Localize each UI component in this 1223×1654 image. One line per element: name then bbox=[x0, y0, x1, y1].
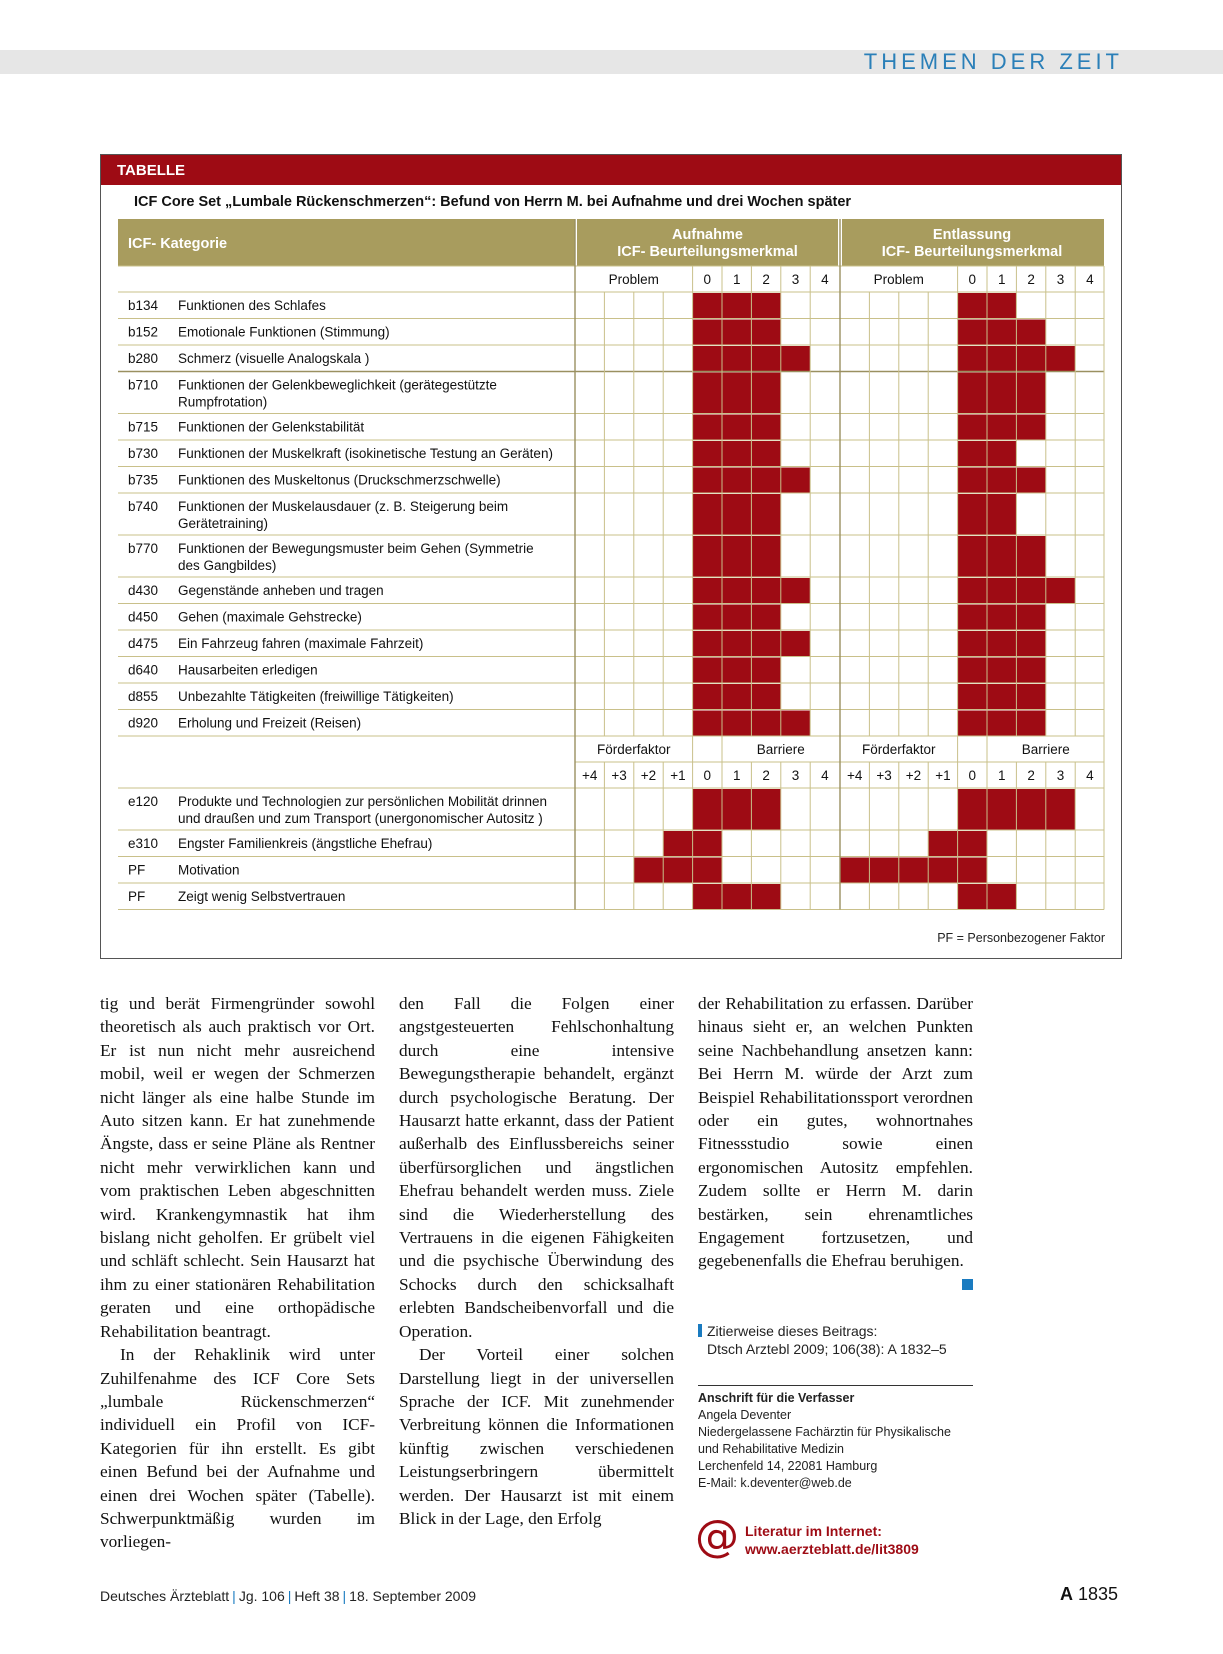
page-number-value: 1835 bbox=[1077, 1584, 1118, 1604]
severity-bar bbox=[958, 320, 1046, 346]
icf-category-label: Rumpfrotation) bbox=[178, 394, 268, 410]
severity-bar bbox=[693, 494, 781, 535]
scale-label: 2 bbox=[762, 272, 770, 287]
icf-code: b152 bbox=[128, 324, 159, 340]
icf-category-label: Funktionen der Bewegungsmuster beim Gehen (Symmetrie bbox=[178, 541, 534, 556]
icf-code: b715 bbox=[128, 419, 159, 435]
address-email[interactable]: E-Mail: k.deventer@web.de bbox=[698, 1476, 852, 1490]
text-column-3 bbox=[698, 992, 973, 1290]
severity-bar bbox=[693, 293, 781, 319]
citation bbox=[698, 1322, 947, 1358]
entlassung-subheader: ICF- Beurteilungsmerkmal bbox=[881, 244, 1063, 260]
icf-category-label: Erholung und Freizeit (Reisen) bbox=[178, 715, 362, 731]
journal-name: Deutsches Ärzteblatt bbox=[100, 1588, 230, 1604]
foerderfaktor-label: Förderfaktor bbox=[597, 742, 671, 757]
paragraph: In der Rehaklinik wird unter Zuhilfenahme des ICF Core Sets „lumbale Rückenschmerzen“ individuell ein Profil von ICF-Kategorien für ihn erstellt. Es gibt einen Befund bei der Aufnahme und einen drei Wochen später (Tabelle). Schwerpunktmäßig wurden im vorliegen- bbox=[100, 1345, 375, 1552]
scale-label: +3 bbox=[876, 768, 892, 783]
icf-category-label: Hausarbeiten erledigen bbox=[178, 662, 318, 678]
icf-code: d640 bbox=[128, 662, 159, 678]
address-street: Lerchenfeld 14, 22081 Hamburg bbox=[698, 1459, 878, 1473]
scale-label: 2 bbox=[1027, 768, 1035, 783]
paragraph: den Fall die Folgen einer angstgesteuerten Fehlschonhaltung durch eine intensive Bewegungstherapie behandelt, ergänzt durch psychologische Beratung. Der Hausarzt hatte erkannt, dass der Patient außerhalb des Einflussbereichs seiner überfürsorglichen und ängstlichen Ehefrau behandelt werden muss. Ziele sind die Wiederherstellung des Vertrauens in die eigenen Fähigkeiten und die psychische Überwindung des Schocks durch den schicksalhaft erlebten Bandscheibenvorfall und die Operation. bbox=[399, 994, 674, 1341]
icf-code: b770 bbox=[128, 541, 159, 556]
icf-category-label: Zeigt wenig Selbstvertrauen bbox=[178, 889, 346, 904]
section-title: THEMEN DER ZEIT bbox=[863, 49, 1123, 74]
severity-bar bbox=[958, 605, 1046, 631]
facilitator-bar bbox=[840, 858, 987, 884]
scale-label: +4 bbox=[846, 768, 863, 783]
icf-code: d430 bbox=[128, 583, 159, 598]
author-address bbox=[698, 1390, 951, 1492]
scale-label: 1 bbox=[732, 272, 741, 287]
at-icon: @ bbox=[695, 1511, 739, 1562]
icf-category-label: Schmerz (visuelle Analogskala ) bbox=[178, 351, 370, 366]
scale-label: 1 bbox=[732, 768, 741, 783]
journal-issue: Heft 38 bbox=[294, 1588, 340, 1604]
severity-bar bbox=[958, 711, 1046, 737]
icf-category-label: Funktionen der Muskelkraft (isokinetische Testung an Geräten) bbox=[178, 446, 553, 461]
scale-label: 2 bbox=[762, 768, 770, 783]
scale-label: 0 bbox=[703, 768, 712, 783]
severity-bar bbox=[693, 373, 781, 414]
page-number bbox=[1060, 1584, 1118, 1605]
scale-label: 4 bbox=[821, 272, 829, 287]
severity-bar bbox=[958, 684, 1046, 710]
scale-label: 4 bbox=[1086, 768, 1094, 783]
icf-grid bbox=[101, 155, 1121, 958]
icf-code: d475 bbox=[128, 636, 159, 651]
severity-bar bbox=[693, 415, 781, 441]
barriere-label: Barriere bbox=[1021, 742, 1070, 757]
icf-category-label: und draußen und zum Transport (unergonomischer Autositz ) bbox=[178, 811, 543, 826]
icf-code: b134 bbox=[128, 298, 159, 313]
scale-label: 4 bbox=[1086, 272, 1094, 287]
icf-code: d920 bbox=[128, 715, 159, 731]
severity-bar bbox=[958, 658, 1046, 684]
icf-code: d450 bbox=[128, 609, 159, 625]
literature-label: Literatur im Internet: bbox=[745, 1523, 882, 1539]
icf-category-label: Funktionen des Muskeltonus (Druckschmerzschwelle) bbox=[178, 472, 501, 488]
severity-bar bbox=[693, 441, 781, 467]
scale-label: +1 bbox=[670, 768, 686, 783]
table-footnote: PF = Personbezogener Faktor bbox=[937, 931, 1105, 945]
icf-category-label: Gegenstände anheben und tragen bbox=[178, 583, 384, 598]
icf-code: PF bbox=[128, 862, 146, 878]
address-heading: Anschrift für die Verfasser bbox=[698, 1391, 855, 1405]
scale-label: +3 bbox=[611, 768, 627, 783]
aufnahme-subheader: ICF- Beurteilungsmerkmal bbox=[617, 244, 798, 260]
icf-code: b730 bbox=[128, 446, 159, 461]
scale-label: +1 bbox=[935, 768, 951, 783]
severity-bar bbox=[958, 415, 1046, 441]
end-mark-icon bbox=[962, 1279, 973, 1290]
scale-label: +4 bbox=[581, 768, 598, 783]
text-column-2 bbox=[399, 992, 674, 1530]
severity-bar bbox=[958, 468, 1046, 494]
divider bbox=[698, 1385, 973, 1386]
icf-category-label: Gehen (maximale Gehstrecke) bbox=[178, 609, 362, 625]
severity-bar bbox=[958, 631, 1046, 657]
severity-bar bbox=[958, 373, 1046, 414]
literature-link[interactable] bbox=[745, 1522, 919, 1558]
scale-label: 0 bbox=[703, 272, 712, 287]
scale-label: 3 bbox=[791, 272, 800, 287]
icf-category-label: Funktionen des Schlafes bbox=[178, 298, 326, 313]
scale-label: 3 bbox=[1056, 768, 1065, 783]
journal-volume: Jg. 106 bbox=[238, 1588, 285, 1604]
address-line: Niedergelassene Fachärztin für Physikalische bbox=[698, 1425, 951, 1439]
scale-label: 3 bbox=[791, 768, 800, 783]
icf-category-label: Produkte und Technologien zur persönlichen Mobilität drinnen bbox=[178, 794, 547, 809]
icf-category-label: des Gangbildes) bbox=[178, 558, 277, 573]
severity-bar bbox=[693, 684, 781, 710]
category-header: ICF- Kategorie bbox=[128, 236, 228, 252]
literature-url[interactable]: www.aerzteblatt.de/lit3809 bbox=[745, 1541, 919, 1557]
paragraph: tig und berät Firmengründer sowohl theoretisch als auch praktisch vor Ort. Er ist nun nicht mehr ausreichend mobil, weil er wegen der Schmerzen nicht länger als eine halbe Stunde im Auto sitzen kann. Er hat zunehmende Ängste, dass er seine Pläne als Rentner nicht mehr verwirklichen kann und vom praktischen Leben abgeschnitten wird. Krankengymnastik hat ihm bislang nicht geholfen. Er grübelt viel und schläft schlecht. Sein Hausarzt hat ihm zu einer stationären Rehabilitation geraten und eine orthopädische Rehabilitation beantragt. bbox=[100, 994, 375, 1341]
aufnahme-header: Aufnahme bbox=[672, 227, 743, 243]
table-caption: ICF Core Set „Lumbale Rückenschmerzen“: Befund von Herrn M. bei Aufnahme und drei Wochen später bbox=[134, 194, 852, 210]
icf-category-label: Unbezahlte Tätigkeiten (freiwillige Tätigkeiten) bbox=[178, 689, 454, 704]
icf-table bbox=[100, 154, 1122, 959]
icf-category-label: Funktionen der Gelenkbeweglichkeit (gerätegestützte bbox=[178, 377, 497, 393]
table-label: TABELLE bbox=[117, 162, 186, 179]
icf-code: b280 bbox=[128, 351, 159, 366]
severity-bar bbox=[693, 320, 781, 346]
scale-label: +2 bbox=[640, 768, 657, 783]
severity-bar bbox=[693, 605, 781, 631]
scale-label: 0 bbox=[968, 272, 977, 287]
icf-code: e120 bbox=[128, 794, 159, 809]
citation-bar-icon bbox=[698, 1324, 702, 1337]
paragraph bbox=[698, 992, 973, 1273]
scale-label: 2 bbox=[1027, 272, 1035, 287]
severity-bar bbox=[693, 658, 781, 684]
problem-label: Problem bbox=[608, 272, 659, 287]
icf-category-label: Engster Familienkreis (ängstliche Ehefrau) bbox=[178, 836, 433, 851]
scale-label: +2 bbox=[905, 768, 922, 783]
text-column-1 bbox=[100, 992, 375, 1554]
icf-code: b735 bbox=[128, 472, 159, 488]
author-name: Angela Deventer bbox=[698, 1408, 792, 1422]
icf-category-label: Emotionale Funktionen (Stimmung) bbox=[178, 324, 390, 340]
scale-label: 1 bbox=[997, 768, 1006, 783]
scale-label: 1 bbox=[997, 272, 1006, 287]
scale-label: 0 bbox=[968, 768, 977, 783]
icf-category-label: Funktionen der Muskelausdauer (z. B. Steigerung beim bbox=[178, 499, 509, 514]
citation-label: Zitierweise dieses Beitrags: bbox=[707, 1323, 878, 1339]
icf-code: b710 bbox=[128, 377, 159, 393]
facilitator-bar bbox=[634, 858, 722, 884]
citation-ref: Dtsch Arztebl 2009; 106(38): A 1832–5 bbox=[707, 1341, 947, 1357]
icf-code: d855 bbox=[128, 689, 159, 704]
severity-bar bbox=[693, 789, 781, 830]
icf-category-label: Motivation bbox=[178, 862, 240, 878]
severity-bar bbox=[958, 536, 1046, 577]
scale-label: 4 bbox=[821, 768, 829, 783]
problem-label: Problem bbox=[873, 272, 924, 287]
icf-code: e310 bbox=[128, 836, 159, 851]
address-line: und Rehabilitative Medizin bbox=[698, 1442, 844, 1456]
foerderfaktor-label: Förderfaktor bbox=[862, 742, 936, 757]
paragraph: Der Vorteil einer solchen Darstellung liegt in der universellen Sprache der ICF. Mit zunehmender Verbreitung können die Informationen künftig zwischen verschiedenen Leistungserbringern übermittelt werden. Der Hausarzt ist mit einem Blick in der Lage, den Erfolg bbox=[399, 1345, 674, 1528]
icf-code: PF bbox=[128, 889, 146, 904]
journal-date: 18. September 2009 bbox=[349, 1588, 477, 1604]
severity-bar bbox=[693, 884, 781, 910]
icf-category-label: Gerätetraining) bbox=[178, 516, 269, 531]
page-footer: Deutsches Ärzteblatt | Jg. 106 | Heft 38 | 18. September 2009 bbox=[100, 1588, 477, 1604]
page-prefix: A bbox=[1059, 1584, 1073, 1604]
scale-label: 3 bbox=[1056, 272, 1065, 287]
severity-bar bbox=[693, 536, 781, 577]
paragraph-text: der Rehabilitation zu erfassen. Darüber hinaus sieht er, an welchen Punkten seine Nachbehandlung ansetzen kann: Bei Herrn M. würde der Arzt zum Beispiel Rehabilitationssport verordnen oder ein gutes, wohnortnahes Fitnessstudio sowie einen ergonomischen Autositz empfehlen. Zudem sollte er Herrn M. darin bestärken, sein ehrenamtliches Engagement fortzusetzen, und gegebenenfalls die Ehefrau beruhigen. bbox=[698, 994, 973, 1271]
entlassung-header: Entlassung bbox=[932, 227, 1012, 243]
barriere-label: Barriere bbox=[756, 742, 805, 757]
icf-category-label: Ein Fahrzeug fahren (maximale Fahrzeit) bbox=[178, 636, 424, 651]
icf-category-label: Funktionen der Gelenkstabilität bbox=[178, 419, 365, 435]
icf-code: b740 bbox=[128, 499, 159, 514]
